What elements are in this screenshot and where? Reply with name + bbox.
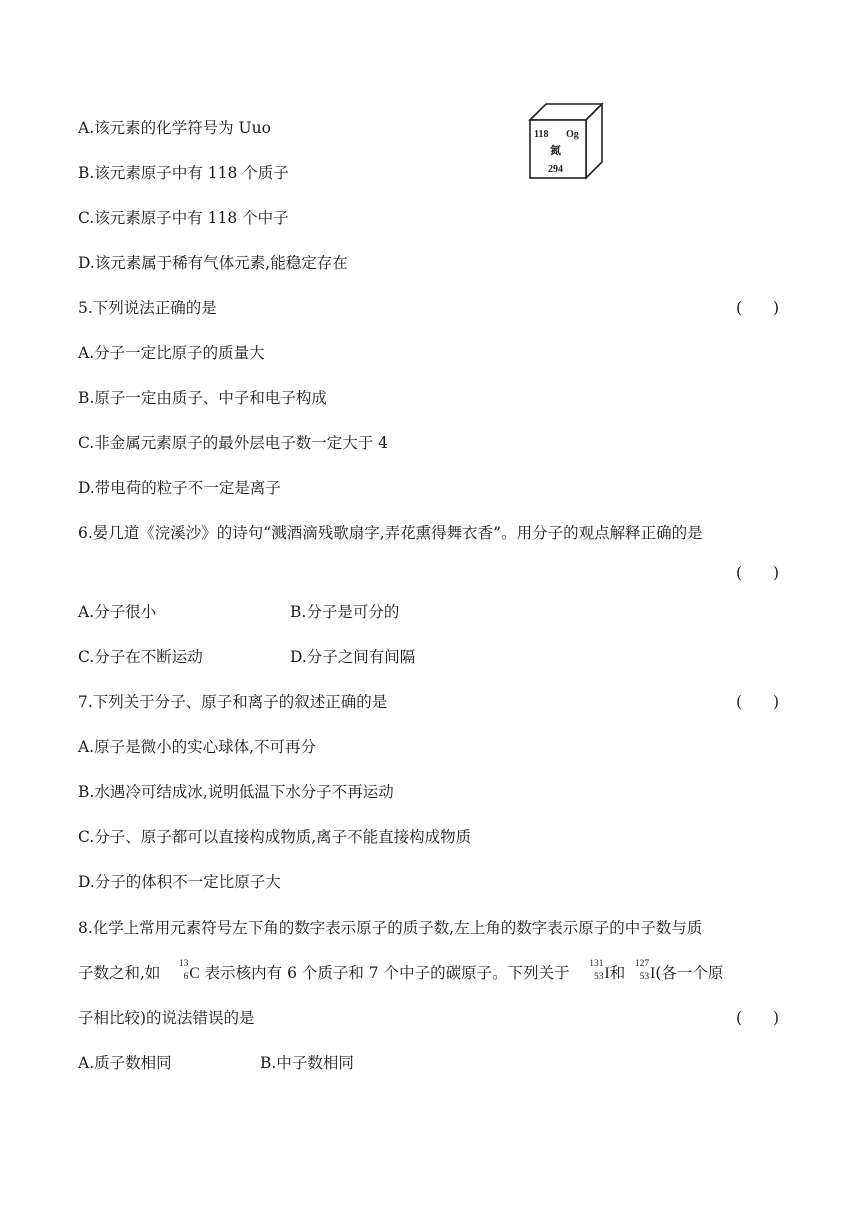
- isotope-i131-atomic: 53: [594, 972, 604, 982]
- q6-option-d: D.分子之间有间隔: [290, 648, 416, 666]
- q8-text-part-c: 和: [609, 964, 626, 982]
- q6-answer-parentheses[interactable]: ( ): [736, 564, 780, 582]
- q8-stem-line-1: 8.化学上常用元素符号左下角的数字表示原子的质子数,左上角的数字表示原子的中子数与质: [78, 919, 703, 937]
- isotope-carbon-13: [173, 959, 189, 983]
- q4-option-d: D.该元素属于稀有气体元素,能稳定存在: [78, 254, 348, 272]
- isotope-c-atomic: 6: [183, 972, 189, 982]
- isotope-i131-symbol: I: [604, 965, 610, 982]
- q4-option-a: A.该元素的化学符号为 Uuo: [78, 119, 271, 137]
- q5-option-d: D.带电荷的粒子不一定是离子: [78, 479, 281, 497]
- q7-option-a: A.原子是微小的实心球体,不可再分: [78, 738, 317, 756]
- q7-answer-parentheses[interactable]: ( ): [736, 693, 780, 711]
- isotope-iodine-131: [585, 959, 605, 983]
- q6-option-c: C.分子在不断运动: [78, 648, 203, 666]
- q4-option-b: B.该元素原子中有 118 个质子: [78, 164, 289, 182]
- isotope-iodine-127: [630, 959, 650, 983]
- q8-answer-parentheses[interactable]: ( ): [736, 1009, 780, 1027]
- q5-answer-parentheses[interactable]: ( ): [736, 299, 780, 317]
- isotope-c-symbol: C: [189, 965, 200, 982]
- isotope-i131-mass: 131: [589, 959, 604, 969]
- isotope-i127-mass: 127: [634, 959, 650, 969]
- q7-option-d: D.分子的体积不一定比原子大: [78, 873, 281, 891]
- q8-option-a: A.质子数相同: [78, 1054, 172, 1072]
- q5-stem: 5.下列说法正确的是: [78, 299, 217, 317]
- q8-text-part-b: 表示核内有 6 个质子和 7 个中子的碳原子。下列关于: [204, 964, 570, 982]
- q6-stem: 6.晏几道《浣溪沙》的诗句“溅酒滴残歌扇字,弄花熏得舞衣香”。用分子的观点解释正确的是: [78, 524, 703, 542]
- q8-text-part-d: (各一个原: [655, 964, 724, 982]
- q4-option-c: C.该元素原子中有 118 个中子: [78, 209, 289, 227]
- tile-element-name: 氮: [550, 145, 561, 157]
- q8-option-b: B.中子数相同: [260, 1054, 354, 1072]
- isotope-c-mass: 13: [178, 959, 189, 969]
- isotope-i127-symbol: I: [650, 965, 656, 982]
- q6-option-a: A.分子很小: [78, 603, 157, 621]
- tile-atomic-mass: 294: [548, 164, 563, 175]
- q8-stem-line-3: 子相比较)的说法错误的是: [78, 1009, 255, 1027]
- q8-stem-line-2: [78, 959, 724, 984]
- q7-stem: 7.下列关于分子、原子和离子的叙述正确的是: [78, 693, 388, 711]
- q7-option-c: C.分子、原子都可以直接构成物质,离子不能直接构成物质: [78, 828, 472, 846]
- q5-option-b: B.原子一定由质子、中子和电子构成: [78, 389, 327, 407]
- isotope-i127-atomic: 53: [639, 972, 650, 982]
- q7-option-b: B.水遇冷可结成冰,说明低温下水分子不再运动: [78, 783, 394, 801]
- q8-text-part-a: 子数之和,如: [78, 964, 161, 982]
- q5-option-c: C.非金属元素原子的最外层电子数一定大于 4: [78, 434, 389, 452]
- tile-atomic-number: 118: [534, 129, 549, 140]
- q6-option-b: B.分子是可分的: [290, 603, 400, 621]
- tile-element-symbol: Og: [566, 129, 579, 140]
- q5-option-a: A.分子一定比原子的质量大: [78, 344, 265, 362]
- periodic-table-tile: [528, 102, 604, 180]
